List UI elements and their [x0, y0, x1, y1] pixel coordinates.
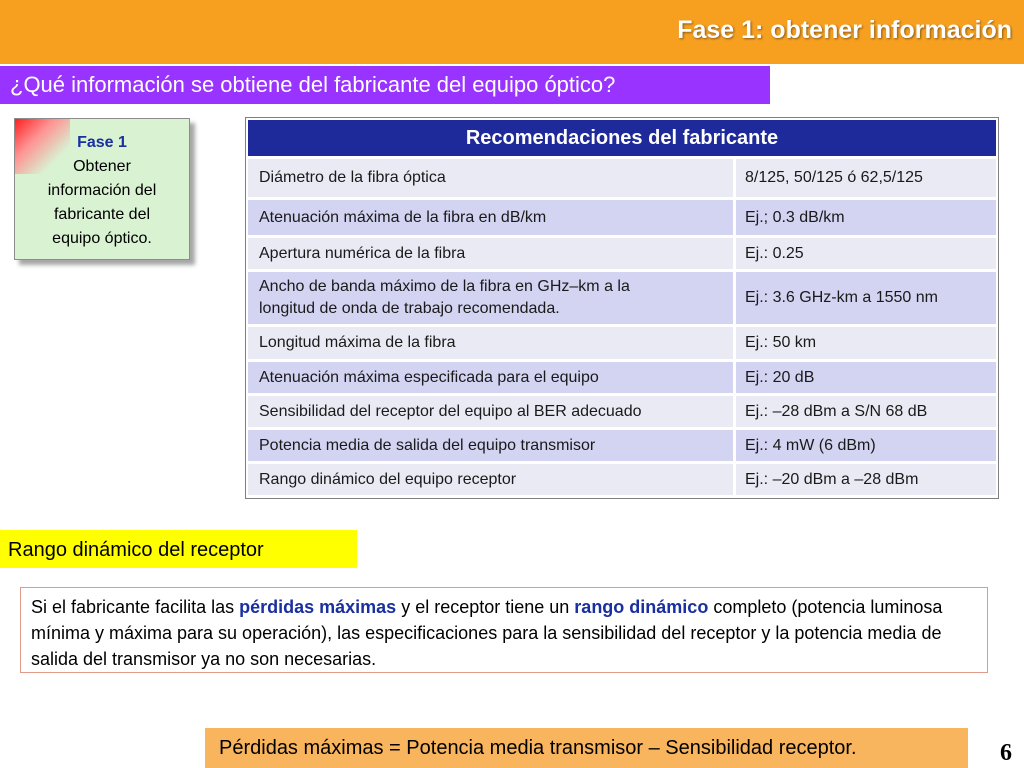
table-cell-value: Ej.: –28 dBm a S/N 68 dB [736, 396, 996, 427]
question-text: ¿Qué información se obtiene del fabricante del equipo óptico? [10, 72, 616, 97]
note-text: y el receptor tiene un [396, 597, 575, 617]
slide-header [0, 0, 1024, 64]
table-cell-label: Diámetro de la fibra óptica [248, 159, 733, 197]
table-row [248, 238, 996, 269]
table-cell-value: Ej.: –20 dBm a –28 dBm [736, 464, 996, 495]
table-row [248, 396, 996, 427]
table-cell-value: Ej.: 50 km [736, 327, 996, 359]
table-title: Recomendaciones del fabricante [248, 120, 996, 156]
table-cell-value: Ej.: 0.25 [736, 238, 996, 269]
slide-title: Fase 1: obtener información [677, 16, 1012, 44]
page-number: 6 [1000, 740, 1012, 766]
note-text: completo (potencia luminosa mínima y máxima para su operación), las especificaciones para la sensibilidad del receptor y la potencia media de salida del transmisor ya no son necesarias. [31, 597, 943, 669]
note-box [20, 587, 988, 673]
phase-card-line: Obtener [73, 158, 131, 175]
table-row [248, 362, 996, 393]
table-cell-label: Apertura numérica de la fibra [248, 238, 733, 269]
table-row [248, 200, 996, 235]
formula-bar [205, 728, 968, 768]
phase-card [14, 118, 190, 260]
table-cell-label: Atenuación máxima de la fibra en dB/km [248, 200, 733, 235]
table-row [248, 327, 996, 359]
table-cell-label: Atenuación máxima especificada para el equipo [248, 362, 733, 393]
table-row [248, 430, 996, 461]
table-row [248, 159, 996, 197]
table-cell-label-line: longitud de onda de trabajo recomendada. [259, 300, 560, 317]
table-cell-label [248, 272, 733, 324]
table-cell-label: Longitud máxima de la fibra [248, 327, 733, 359]
phase-card-title: Fase 1 [77, 134, 127, 151]
table-cell-label: Rango dinámico del equipo receptor [248, 464, 733, 495]
table-cell-value: 8/125, 50/125 ó 62,5/125 [736, 159, 996, 197]
recommendations-table [245, 117, 999, 499]
phase-card-content [15, 131, 189, 251]
formula-text: Pérdidas máximas = Potencia media transmisor – Sensibilidad receptor. [219, 737, 857, 759]
table-row [248, 272, 996, 324]
phase-card-line: equipo óptico. [52, 230, 152, 247]
table-row [248, 464, 996, 495]
table-cell-label: Potencia media de salida del equipo transmisor [248, 430, 733, 461]
phase-card-line: fabricante del [53, 206, 151, 223]
section-label [0, 530, 357, 568]
note-highlight: pérdidas máximas [239, 597, 397, 617]
table-cell-value: Ej.; 0.3 dB/km [736, 200, 996, 235]
table-cell-value: Ej.: 3.6 GHz-km a 1550 nm [736, 272, 996, 324]
table-cell-value: Ej.: 20 dB [736, 362, 996, 393]
section-label-text: Rango dinámico del receptor [8, 539, 264, 561]
question-bar [0, 66, 770, 104]
table-cell-label-line: Ancho de banda máximo de la fibra en GHz–km a la [259, 278, 630, 295]
note-text: Si el fabricante facilita las [31, 597, 240, 617]
phase-card-line: información del [47, 182, 157, 199]
table-cell-value: Ej.: 4 mW (6 dBm) [736, 430, 996, 461]
note-highlight: rango dinámico [574, 597, 709, 617]
table-cell-label: Sensibilidad del receptor del equipo al BER adecuado [248, 396, 733, 427]
